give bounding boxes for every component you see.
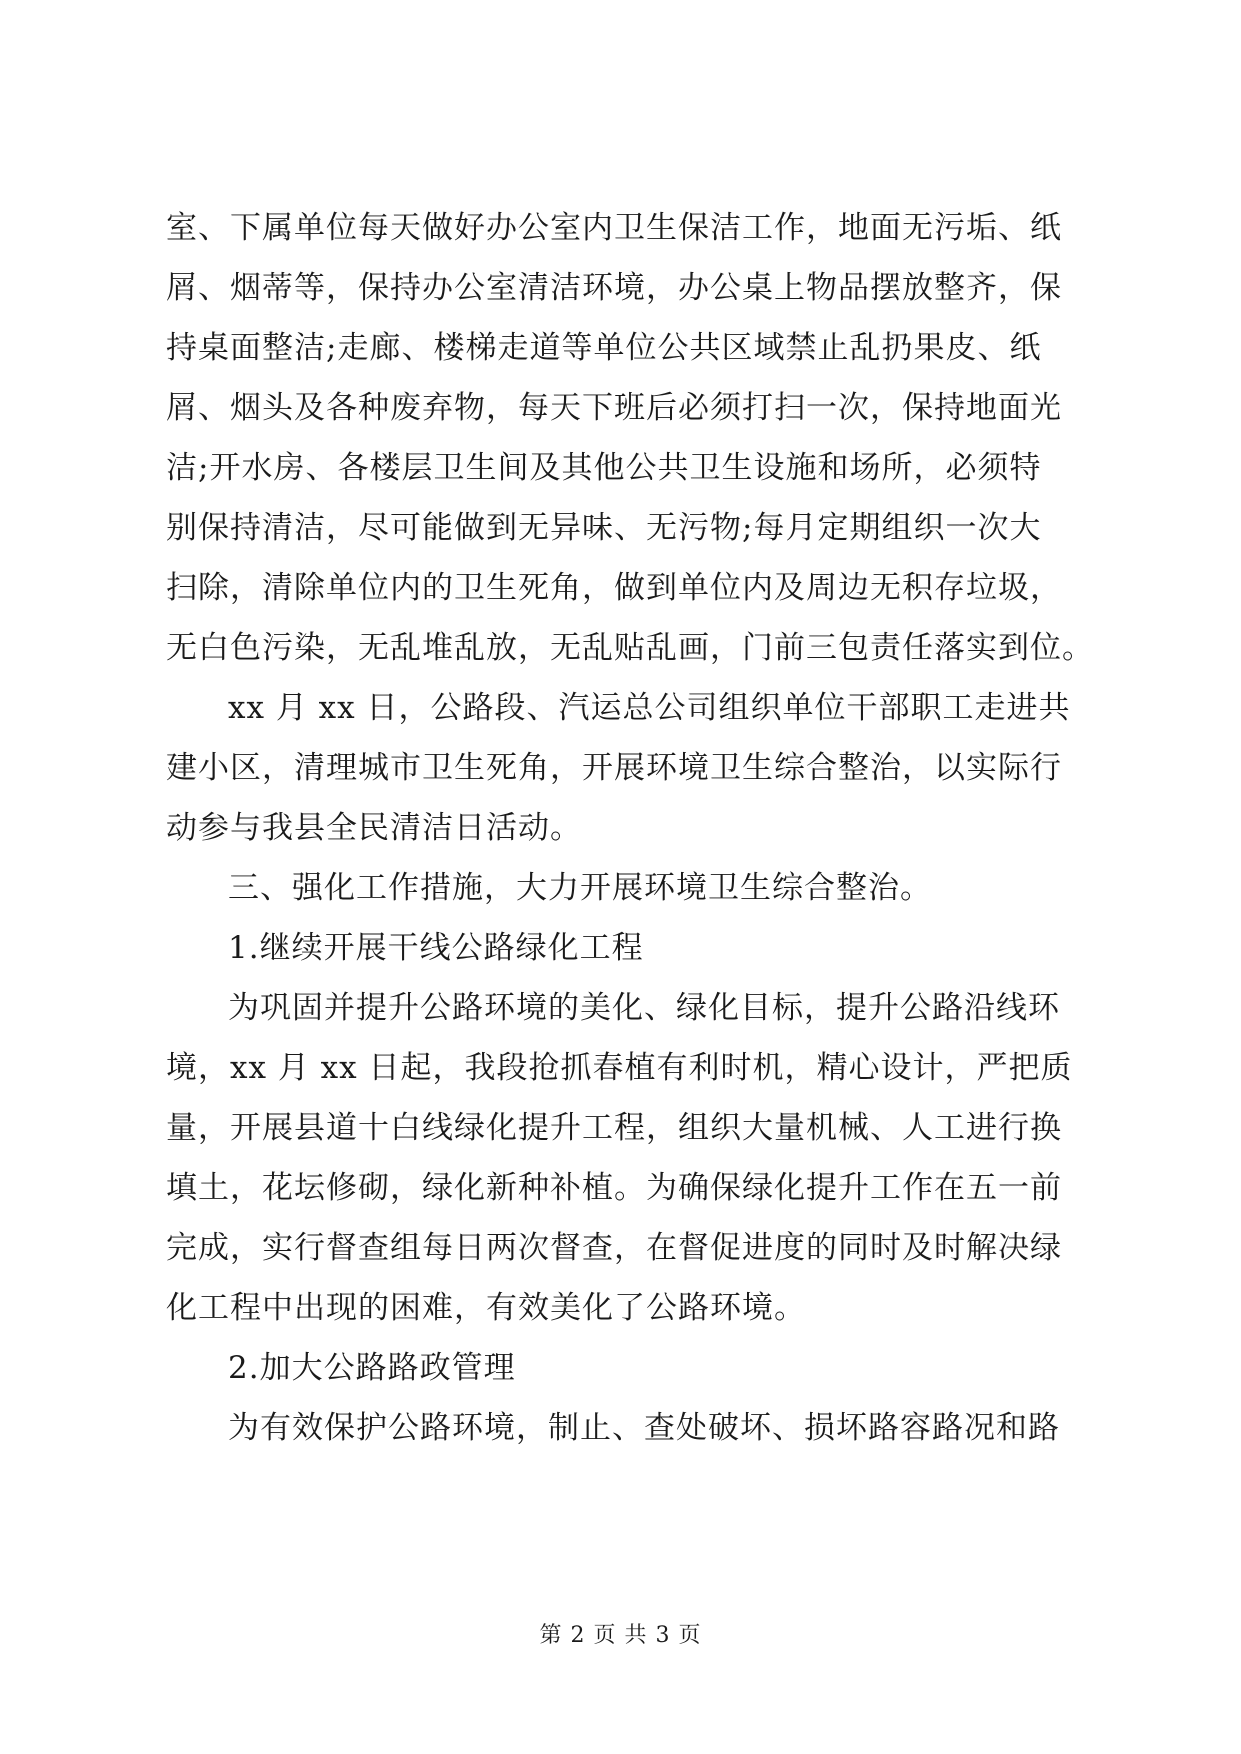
page-number: 第 2 页 共 3 页 xyxy=(539,1623,702,1648)
text-line: 完成，实行督查组每日两次督查，在督促进度的同时及时解决绿 xyxy=(166,1230,1062,1266)
text-line: 化工程中出现的困难，有效美化了公路环境。 xyxy=(166,1290,806,1326)
text-line: 动参与我县全民清洁日活动。 xyxy=(166,810,582,846)
text-line: 屑、烟蒂等，保持办公室清洁环境，办公桌上物品摆放整齐，保 xyxy=(166,270,1062,306)
document-body xyxy=(166,198,1094,1458)
text-line: 持桌面整洁;走廊、楼梯走道等单位公共区域禁止乱扔果皮、纸 xyxy=(166,330,1042,366)
subsection-heading: 2.加大公路路政管理 xyxy=(228,1350,516,1386)
text-line: xx 月 xx 日，公路段、汽运总公司组织单位干部职工走进共 xyxy=(228,690,1071,726)
subsection-heading: 1.继续开展干线公路绿化工程 xyxy=(228,930,644,966)
text-line: 境，xx 月 xx 日起，我段抢抓春植有利时机，精心设计，严把质 xyxy=(166,1050,1073,1086)
text-line: 室、下属单位每天做好办公室内卫生保洁工作，地面无污垢、纸 xyxy=(166,210,1062,246)
text-line: 为有效保护公路环境，制止、查处破坏、损坏路容路况和路 xyxy=(228,1410,1060,1446)
text-line: 屑、烟头及各种废弃物，每天下班后必须打扫一次，保持地面光 xyxy=(166,390,1062,426)
text-line: 扫除，清除单位内的卫生死角，做到单位内及周边无积存垃圾， xyxy=(166,570,1062,606)
text-line: 别保持清洁，尽可能做到无异味、无污物;每月定期组织一次大 xyxy=(166,510,1042,546)
section-heading: 三、强化工作措施，大力开展环境卫生综合整治。 xyxy=(228,870,932,906)
text-line: 量，开展县道十白线绿化提升工程，组织大量机械、人工进行换 xyxy=(166,1110,1062,1146)
text-line: 为巩固并提升公路环境的美化、绿化目标，提升公路沿线环 xyxy=(228,990,1060,1026)
text-line: 洁;开水房、各楼层卫生间及其他公共卫生设施和场所，必须特 xyxy=(166,450,1042,486)
text-line: 建小区，清理城市卫生死角，开展环境卫生综合整治，以实际行 xyxy=(166,750,1062,786)
text-line: 无白色污染，无乱堆乱放，无乱贴乱画，门前三包责任落实到位。 xyxy=(166,630,1094,666)
text-line: 填土，花坛修砌，绿化新种补植。为确保绿化提升工作在五一前 xyxy=(166,1170,1062,1206)
